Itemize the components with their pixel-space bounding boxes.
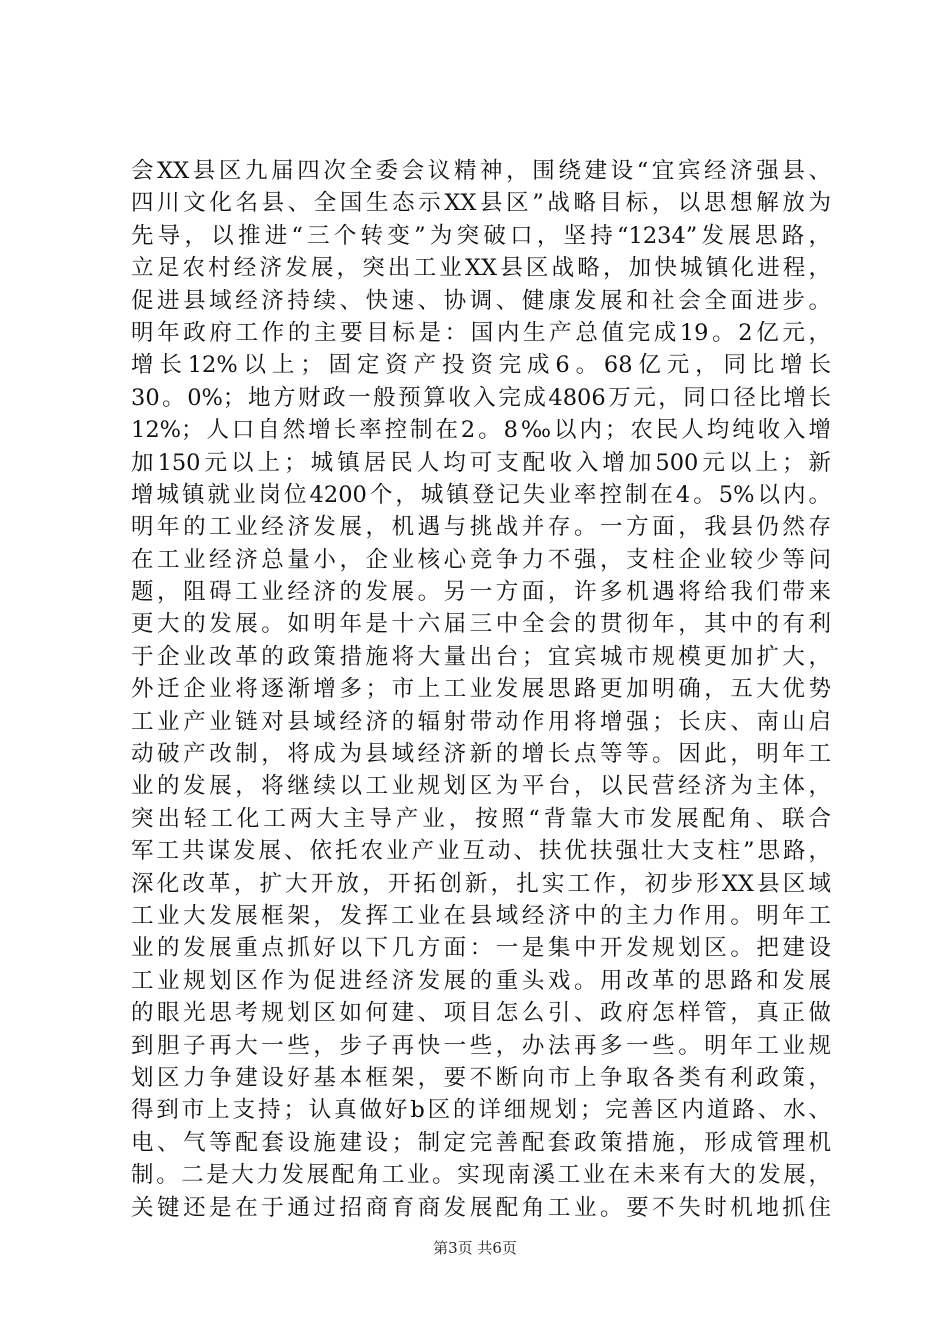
text-line: 更大的发展。如明年是十六届三中全会的贯彻年，其中的有利: [131, 611, 831, 638]
text-line: 工业规划区作为促进经济发展的重头戏。用改革的思路和发展: [131, 967, 831, 994]
text-line: 增长12%以上；固定资产投资完成6。68亿元，同比增长: [131, 352, 831, 379]
text-line: 会XX县区九届四次全委会议精神，围绕建设“宜宾经济强县、: [131, 158, 831, 184]
text-line: 制。二是大力发展配角工业。实现南溪工业在未来有大的发展，: [131, 1162, 831, 1189]
text-line: 得到市上支持；认真做好b区的详细规划；完善区内道路、水、: [131, 1097, 831, 1124]
text-line: 增城镇就业岗位4200个，城镇登记失业率控制在4。5%以内。: [131, 481, 831, 508]
text-line: 工业产业链对县域经济的辐射带动作用将增强；长庆、南山启: [131, 708, 831, 735]
text-line: 在工业经济总量小，企业核心竞争力不强，支柱企业较少等问: [131, 546, 831, 573]
text-line: 军工共谋发展、依托农业产业互动、扶优扶强壮大支柱”思路，: [131, 838, 831, 865]
text-line: 突出轻工化工两大主导产业，按照“背靠大市发展配角、联合: [131, 805, 831, 832]
text-line: 先导，以推进“三个转变”为突破口，坚持“1234”发展思路，: [131, 222, 831, 249]
text-line: 业的发展，将继续以工业规划区为平台，以民营经济为主体，: [131, 773, 831, 800]
text-line: 加150元以上；城镇居民人均可支配收入增加500元以上；新: [131, 449, 831, 476]
text-line: 明年的工业经济发展，机遇与挑战并存。一方面，我县仍然存: [131, 514, 831, 541]
document-body: [131, 155, 831, 1224]
text-line: 深化改革，扩大开放，开拓创新，扎实工作，初步形XX县区域: [131, 870, 831, 897]
text-line: 立足农村经济发展，突出工业XX县区战略，加快城镇化进程，: [131, 255, 831, 282]
text-line: 的眼光思考规划区如何建、项目怎么引、政府怎样管，真正做: [131, 1000, 831, 1027]
text-line: 四川文化名县、全国生态示XX县区”战略目标，以思想解放为: [131, 190, 831, 217]
text-line: 外迁企业将逐渐增多；市上工业发展思路更加明确，五大优势: [131, 676, 831, 703]
text-line: 业的发展重点抓好以下几方面：一是集中开发规划区。把建设: [131, 935, 831, 962]
text-line: 促进县域经济持续、快速、协调、健康发展和社会全面进步。: [131, 287, 831, 314]
text-line: 12%；人口自然增长率控制在2。8‰以内；农民人均纯收入增: [131, 417, 831, 444]
text-line: 明年政府工作的主要目标是：国内生产总值完成19。2亿元，: [131, 319, 831, 346]
text-line: 工业大发展框架，发挥工业在县域经济中的主力作用。明年工: [131, 902, 831, 929]
text-line: 关键还是在于通过招商育商发展配角工业。要不失时机地抓住: [131, 1194, 831, 1221]
page-footer: 第3页 共6页: [433, 1239, 517, 1257]
text-line: 电、气等配套设施建设；制定完善配套政策措施，形成管理机: [131, 1129, 831, 1156]
text-line: 于企业改革的政策措施将大量出台；宜宾城市规模更加扩大，: [131, 643, 831, 670]
text-line: 题，阻碍工业经济的发展。另一方面，许多机遇将给我们带来: [131, 579, 831, 606]
text-line: 到胆子再大一些，步子再快一些，办法再多一些。明年工业规: [131, 1032, 831, 1059]
text-line: 动破产改制，将成为县域经济新的增长点等等。因此，明年工: [131, 741, 831, 768]
text-line: 划区力争建设好基本框架，要不断向市上争取各类有利政策，: [131, 1064, 831, 1091]
text-line: 30。0%；地方财政一般预算收入完成4806万元，同口径比增长: [131, 384, 831, 411]
